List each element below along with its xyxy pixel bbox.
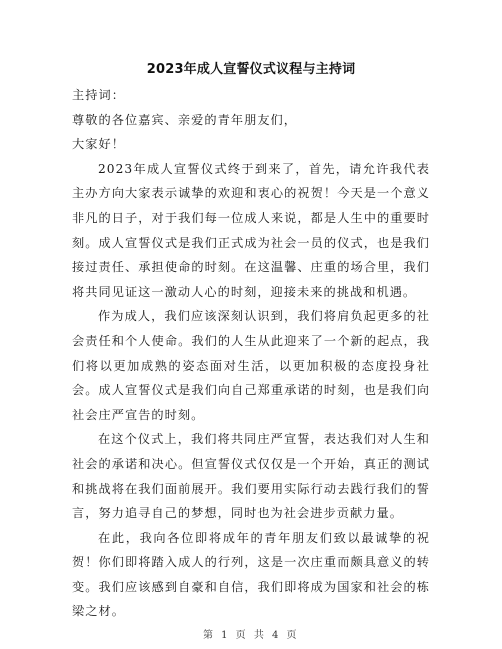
- greeting-paragraph: 大家好！: [72, 137, 125, 152]
- page-number-footer: 第 1 页 共 4 页: [202, 630, 300, 641]
- document-body: [72, 83, 430, 624]
- body-paragraph-responsibility: 作为成人，我们应该深刻认识到，我们将肩负起更多的社会责任和个人使命。我们的人生从此迎来了一个新的起点，我们将以更加成熟的姿态面对生活，以更加积极的态度投身社会。成人宣誓仪式是我们向自己郑重承诺的时刻，也是我们向社会庄严宣告的时刻。: [72, 309, 430, 422]
- body-paragraph-opening: 2023年成人宣誓仪式终于到来了，首先，请允许我代表主办方向大家表示诚挚的欢迎和衷心的祝贺！今天是一个意义非凡的日子，对于我们每一位成人来说，都是人生中的重要时刻。成人宣誓仪式是我们正式成为社会一员的仪式，也是我们接过责任、承担使命的时刻。在这温馨、庄重的场合里，我们将共同见证这一激动人心的时刻，迎接未来的挑战和机遇。: [72, 161, 430, 299]
- salutation-paragraph: 尊敬的各位嘉宾、亲爱的青年朋友们，: [72, 112, 298, 127]
- body-paragraph-congratulations: 在此，我向各位即将成年的青年朋友们致以最诚挚的祝贺！你们即将踏入成人的行列，这是一次庄重而颇具意义的转变。我们应该感到自豪和自信，我们即将成为国家和社会的栋梁之材。: [72, 530, 430, 619]
- document-title: 2023年成人宣誓仪式议程与主持词: [146, 62, 356, 77]
- body-paragraph-oath: 在这个仪式上，我们将共同庄严宣誓，表达我们对人生和社会的承诺和决心。但宣誓仪式仅仅是一个开始，真正的测试和挑战将在我们面前展开。我们要用实际行动去践行我们的誓言，努力追寻自己的梦想，同时也为社会进步贡献力量。: [72, 432, 430, 521]
- host-label-paragraph: 主持词：: [72, 88, 125, 102]
